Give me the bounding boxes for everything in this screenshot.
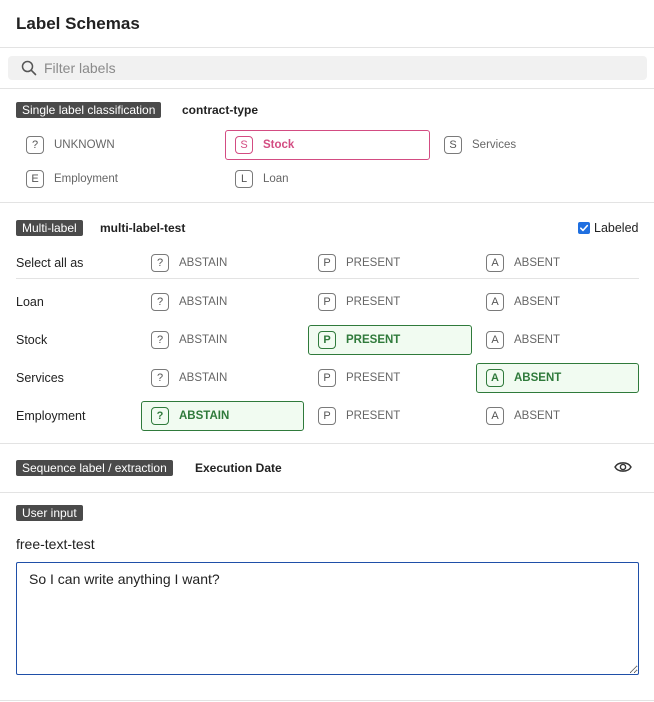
option-label: PRESENT [346,372,401,384]
divider [16,278,639,279]
stock-absent[interactable] [476,325,639,355]
row-label-stock: Stock [16,333,48,347]
multi-label-tag: Multi-label [16,220,83,236]
hotkey-badge: P [318,407,336,425]
select-all-present[interactable] [308,248,472,278]
sequence-schema-name: Execution Date [195,461,282,475]
eye-icon[interactable] [614,460,632,474]
divider [0,700,654,701]
row-label-employment: Employment [16,409,86,423]
hotkey-badge: A [486,331,504,349]
hotkey-badge: A [486,369,504,387]
user-input-tag: User input [16,505,83,521]
panel-header [0,0,654,48]
hotkey-badge: P [318,293,336,311]
sequence-label-tag: Sequence label / extraction [16,460,173,476]
single-label-tag: Single label classification [16,102,161,118]
select-all-abstain[interactable] [141,248,304,278]
loan-abstain[interactable] [141,287,304,317]
hotkey-badge: S [444,136,462,154]
hotkey-badge: ? [26,136,44,154]
hotkey-badge: P [318,369,336,387]
option-label: ABSTAIN [179,372,228,384]
option-label: UNKNOWN [54,139,115,151]
filter-labels-input[interactable] [44,56,639,80]
divider [0,443,654,444]
divider [0,202,654,203]
option-services[interactable] [434,130,638,160]
option-label: ABSENT [514,334,561,346]
labeled-checkbox-label: Labeled [594,221,639,235]
option-stock-selected[interactable] [225,130,430,160]
hotkey-badge: P [318,331,336,349]
hotkey-badge: A [486,293,504,311]
panel-title: Label Schemas [16,14,140,33]
option-label: Employment [54,173,118,185]
row-label-loan: Loan [16,295,44,309]
stock-abstain[interactable] [141,325,304,355]
hotkey-badge: L [235,170,253,188]
option-label: ABSENT [514,372,562,384]
hotkey-badge: A [486,254,504,272]
user-input-schema-name: free-text-test [16,536,95,552]
hotkey-badge: P [318,254,336,272]
search-icon [21,60,37,76]
option-label: ABSTAIN [179,257,228,269]
divider [0,88,654,89]
option-unknown[interactable] [16,130,220,160]
option-employment[interactable] [16,164,220,194]
option-label: PRESENT [346,334,401,346]
option-label: ABSTAIN [179,334,228,346]
option-label: ABSTAIN [179,296,228,308]
option-label: ABSENT [514,257,561,269]
select-all-absent[interactable] [476,248,639,278]
hotkey-badge: ? [151,293,169,311]
hotkey-badge: ? [151,331,169,349]
labeled-checkbox[interactable] [578,222,590,234]
option-label: PRESENT [346,410,401,422]
option-label: ABSTAIN [179,410,230,422]
hotkey-badge: ? [151,407,169,425]
free-text-textarea[interactable] [16,562,639,675]
row-label-select-all: Select all as [16,256,84,270]
option-label: Loan [263,173,289,185]
stock-present-selected[interactable] [308,325,472,355]
services-abstain[interactable] [141,363,304,393]
option-label: ABSENT [514,410,561,422]
filter-bar [8,56,647,80]
employment-absent[interactable] [476,401,639,431]
divider [0,492,654,493]
single-schema-name: contract-type [182,103,259,117]
option-label: PRESENT [346,257,401,269]
option-loan[interactable] [225,164,430,194]
hotkey-badge: A [486,407,504,425]
option-label: Stock [263,139,295,151]
hotkey-badge: E [26,170,44,188]
option-label: ABSENT [514,296,561,308]
multi-schema-name: multi-label-test [100,221,186,235]
check-icon [579,223,589,233]
loan-present[interactable] [308,287,472,317]
option-label: PRESENT [346,296,401,308]
services-present[interactable] [308,363,472,393]
loan-absent[interactable] [476,287,639,317]
hotkey-badge: ? [151,369,169,387]
option-label: Services [472,139,517,151]
row-label-services: Services [16,371,64,385]
employment-present[interactable] [308,401,472,431]
hotkey-badge: ? [151,254,169,272]
services-absent-selected[interactable] [476,363,639,393]
hotkey-badge: S [235,136,253,154]
employment-abstain-selected[interactable] [141,401,304,431]
